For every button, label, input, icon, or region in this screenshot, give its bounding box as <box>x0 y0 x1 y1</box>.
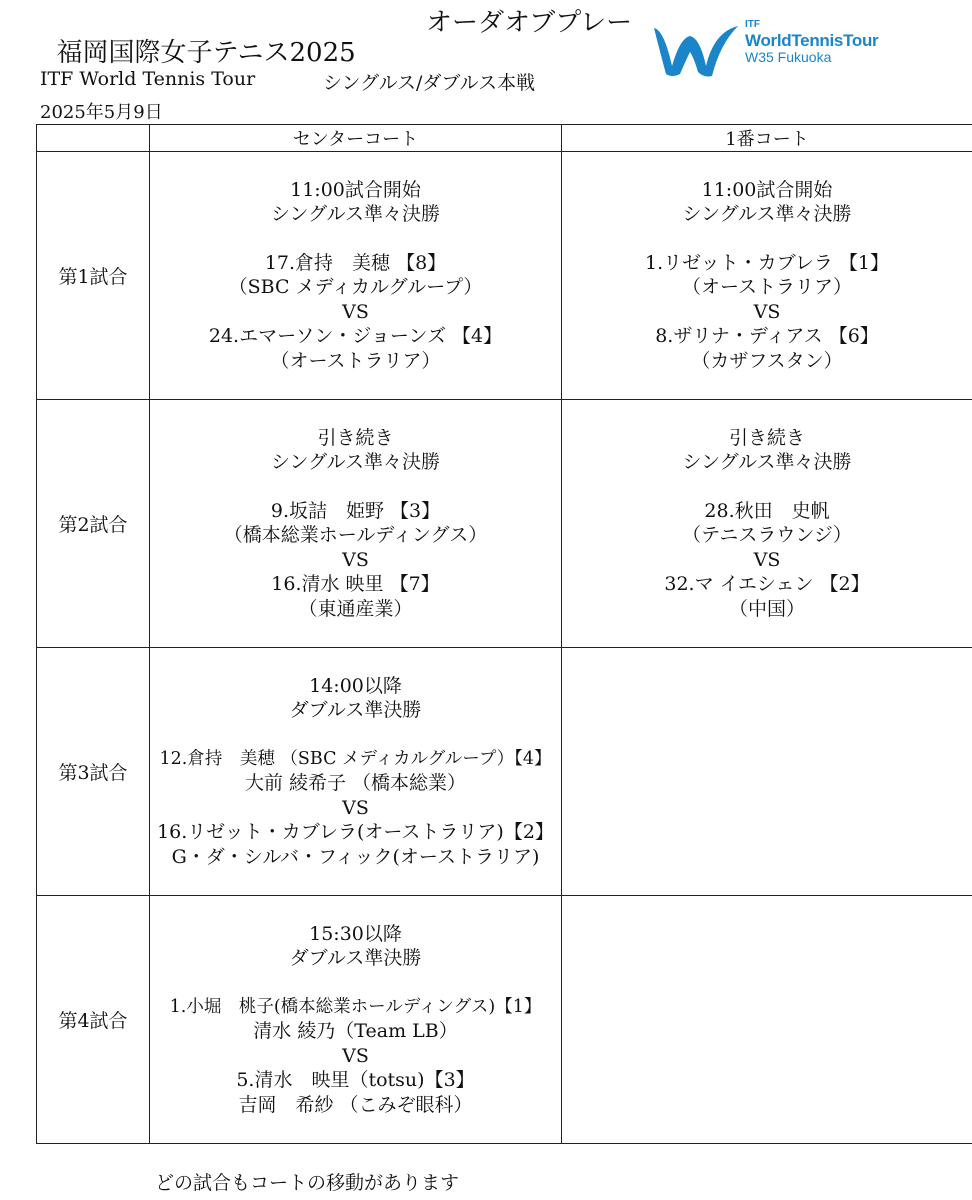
player-line: 8.ザリナ・ディアス 【6】 <box>655 325 879 348</box>
spacer <box>150 227 561 251</box>
player-line: 9.坂詰 姫野 【3】 <box>270 499 441 522</box>
versus-label: VS <box>342 796 369 819</box>
player-line: （中国） <box>728 597 805 620</box>
player-line: （カザフスタン） <box>691 349 843 372</box>
spacer <box>562 227 972 251</box>
match-row <box>37 896 972 1144</box>
match-round: シングルス準々決勝 <box>270 203 440 226</box>
match-round: シングルス準々決勝 <box>682 203 852 226</box>
versus-label: VS <box>342 300 369 323</box>
player-line: 24.エマーソン・ジョーンズ 【4】 <box>208 325 503 348</box>
match-time: 15:30以降 <box>309 922 402 945</box>
match-round: ダブルス準決勝 <box>289 699 422 722</box>
match-row <box>37 648 972 896</box>
player-line: （東通産業） <box>298 597 413 620</box>
center-court-cell <box>150 152 562 400</box>
match-time: 11:00試合開始 <box>290 178 421 201</box>
spacer <box>150 971 561 995</box>
match-label: 第4試合 <box>37 896 150 1144</box>
match-round: シングルス準々決勝 <box>682 451 852 474</box>
versus-label: VS <box>753 300 781 323</box>
match-label: 第3試合 <box>37 648 150 896</box>
footer-note: どの試合もコートの移動があります <box>155 1172 460 1194</box>
court1-cell <box>562 152 972 400</box>
match-time: 引き続き <box>728 426 805 449</box>
match-round: ダブルス準決勝 <box>289 947 422 970</box>
match-label: 第2試合 <box>37 400 150 648</box>
court1-cell <box>562 400 972 648</box>
court1-cell <box>562 896 972 1144</box>
player-line: 清水 綾乃（Team LB） <box>253 1020 458 1043</box>
versus-label: VS <box>753 548 781 571</box>
center-court-cell <box>150 648 562 896</box>
center-court-cell <box>150 400 562 648</box>
versus-label: VS <box>342 1044 369 1067</box>
court1-cell <box>562 648 972 896</box>
draw-name: シングルス/ダブルス本戦 <box>323 72 536 94</box>
match-row <box>37 152 972 400</box>
player-line: （テニスラウンジ） <box>682 524 852 547</box>
player-line: 12.倉持 美穂 （SBC メディカルグループ）【4】 <box>159 748 552 769</box>
center-court-cell <box>150 896 562 1144</box>
player-line: G・ダ・シルバ・フィック(オーストラリア) <box>171 845 540 868</box>
player-line: 32.マ イエシェン 【2】 <box>664 573 870 596</box>
order-of-play-table <box>36 124 972 1144</box>
match-label: 第1試合 <box>37 152 150 400</box>
match-time: 14:00以降 <box>309 674 402 697</box>
player-line: （橋本総業ホールディングス） <box>223 524 488 547</box>
player-line: 1.小堀 桃子(橋本総業ホールディングス)【1】 <box>169 996 542 1017</box>
versus-label: VS <box>342 548 369 571</box>
logo-itf: ITF <box>745 19 760 30</box>
spacer <box>562 475 972 499</box>
player-line: （オーストラリア） <box>270 349 441 372</box>
world-tennis-tour-logo <box>650 20 910 80</box>
player-line: （SBC メディカルグループ） <box>228 276 483 299</box>
schedule-date: 2025年5月9日 <box>40 102 163 123</box>
tour-name: ITF World Tennis Tour <box>40 68 256 90</box>
player-line: 5.清水 映里（totsu)【3】 <box>236 1069 475 1092</box>
wtt-logo-mark-icon <box>650 22 742 80</box>
player-line: 吉岡 希紗 （こみぞ眼科） <box>238 1093 473 1116</box>
player-line: （オーストラリア） <box>681 276 853 299</box>
match-round: シングルス準々決勝 <box>270 451 440 474</box>
spacer <box>150 723 561 747</box>
corner-cell <box>37 125 150 152</box>
match-time: 11:00試合開始 <box>701 178 833 201</box>
subtitle <box>40 68 536 94</box>
player-line: 16.リゼット・カブレラ(オーストラリア)【2】 <box>157 821 554 844</box>
match-time: 引き続き <box>317 426 394 449</box>
player-line: 16.清水 映里 【7】 <box>271 573 440 596</box>
tournament-title: 福岡国際女子テニス2025 <box>56 38 356 68</box>
spacer <box>150 475 561 499</box>
player-line: 1.リゼット・カブレラ 【1】 <box>645 251 889 274</box>
header-row <box>37 125 972 152</box>
player-line: 17.倉持 美穂 【8】 <box>264 251 447 274</box>
logo-name: WorldTennisTour <box>745 31 879 50</box>
order-of-play-title: オーダオブプレー <box>426 8 633 38</box>
court-header-center: センターコート <box>150 125 562 152</box>
match-row <box>37 400 972 648</box>
player-line: 28.秋田 史帆 <box>704 499 830 522</box>
logo-sub: W35 Fukuoka <box>745 49 832 65</box>
player-line: 大前 綾希子 （橋本総業） <box>244 772 467 795</box>
court-header-1: 1番コート <box>562 125 972 152</box>
